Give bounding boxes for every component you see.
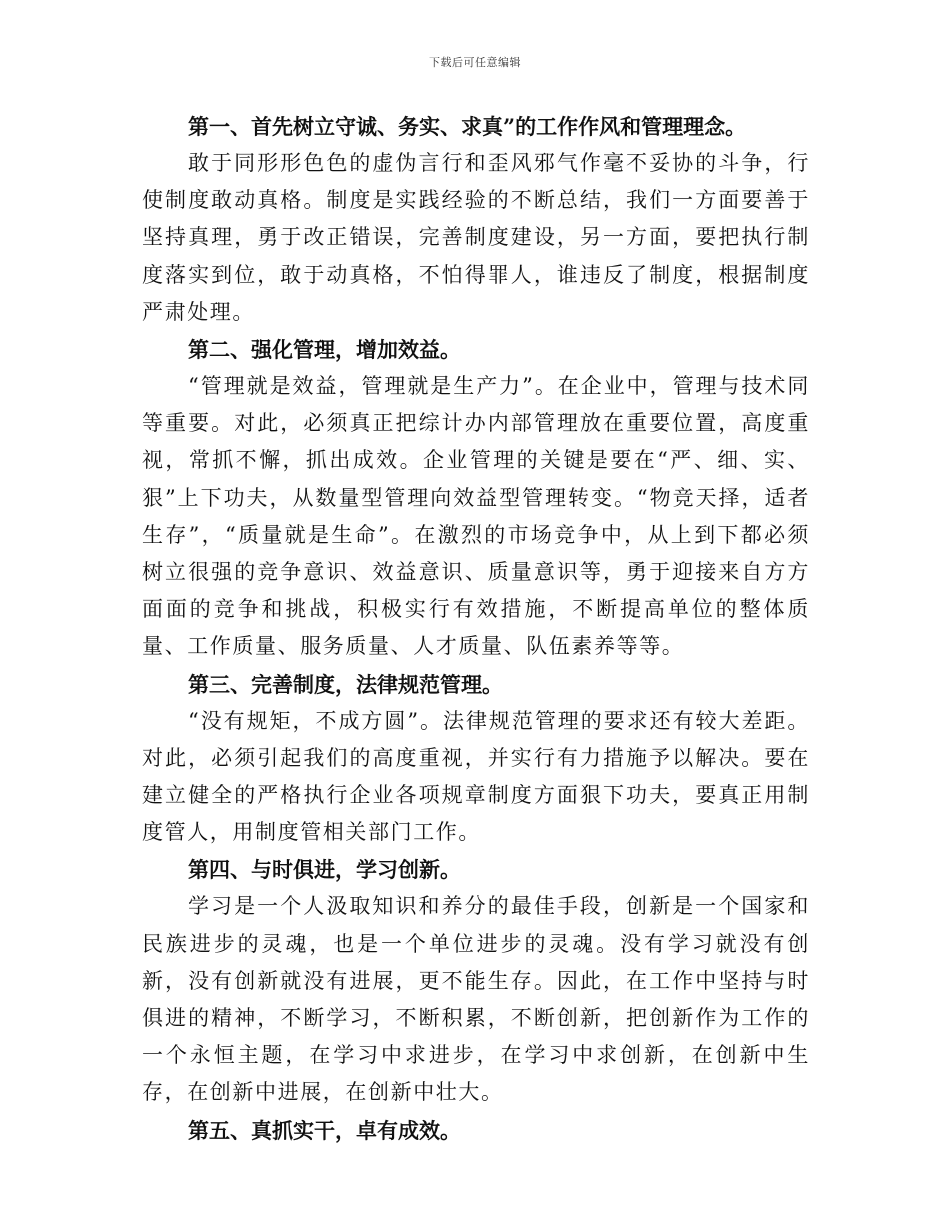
section-1-heading: 第一、首先树立守诚、务实、求真”的工作作风和管理理念。 [188,114,747,139]
section-2-paragraph: “管理就是效益，管理就是生产力”。在企业中，管理与技术同等重要。对此，必须真正把综计办内部管理放在重要位置，高度重视，常抓不懈，抓出成效。企业管理的关键是要在“严、细、实、狠”上下功夫，从数量型管理向效益型管理转变。“物竞天择，适者生存”，“质量就是生命”。在激烈的市场竞争中，从上到下都必须树立很强的竞争意识、效益意识、质量意识等，勇于迎接来自方方面面的竞争和挑战，积极实行有效措施，不断提高单位的整体质量、工作质量、服务质量、人才质量、队伍素养等等。 [142,374,810,659]
section-4-heading: 第四、与时俱进，学习创新。 [188,857,461,883]
section-1-paragraph: 敢于同形形色色的虚伪言行和歪风邪气作毫不妥协的斗争，行使制度敢动真格。制度是实践经验的不断总结，我们一方面要善于坚持真理，勇于改正错误，完善制度建设，另一方面，要把执行制度落实到位，敢于动真格，不怕得罪人，谁违反了制度，根据制度严肃处理。 [142,151,810,324]
section-3-heading: 第三、完善制度，法律规范管理。 [188,671,503,697]
section-4-paragraph: 学习是一个人汲取知识和养分的最佳手段，创新是一个国家和民族进步的灵魂，也是一个单位进步的灵魂。没有学习就没有创新，没有创新就没有进展，更不能生存。因此，在工作中坚持与时俱进的精神，不断学习，不断积累，不断创新，把创新作为工作的一个永恒主题，在学习中求进步，在学习中求创新，在创新中生存，在创新中进展，在创新中壮大。 [142,894,810,1105]
page-header-note: 下载后可任意编辑 [429,56,521,69]
section-3-paragraph: “没有规矩，不成方圆”。法律规范管理的要求还有较大差距。对此，必须引起我们的高度重视，并实行有力措施予以解决。要在建立健全的严格执行企业各项规章制度方面狠下功夫，要真正用制度管人，用制度管相关部门工作。 [142,708,810,845]
section-5-heading: 第五、真抓实干，卓有成效。 [188,1117,461,1143]
document-body [142,108,810,1149]
section-2-heading: 第二、强化管理，增加效益。 [188,337,461,363]
